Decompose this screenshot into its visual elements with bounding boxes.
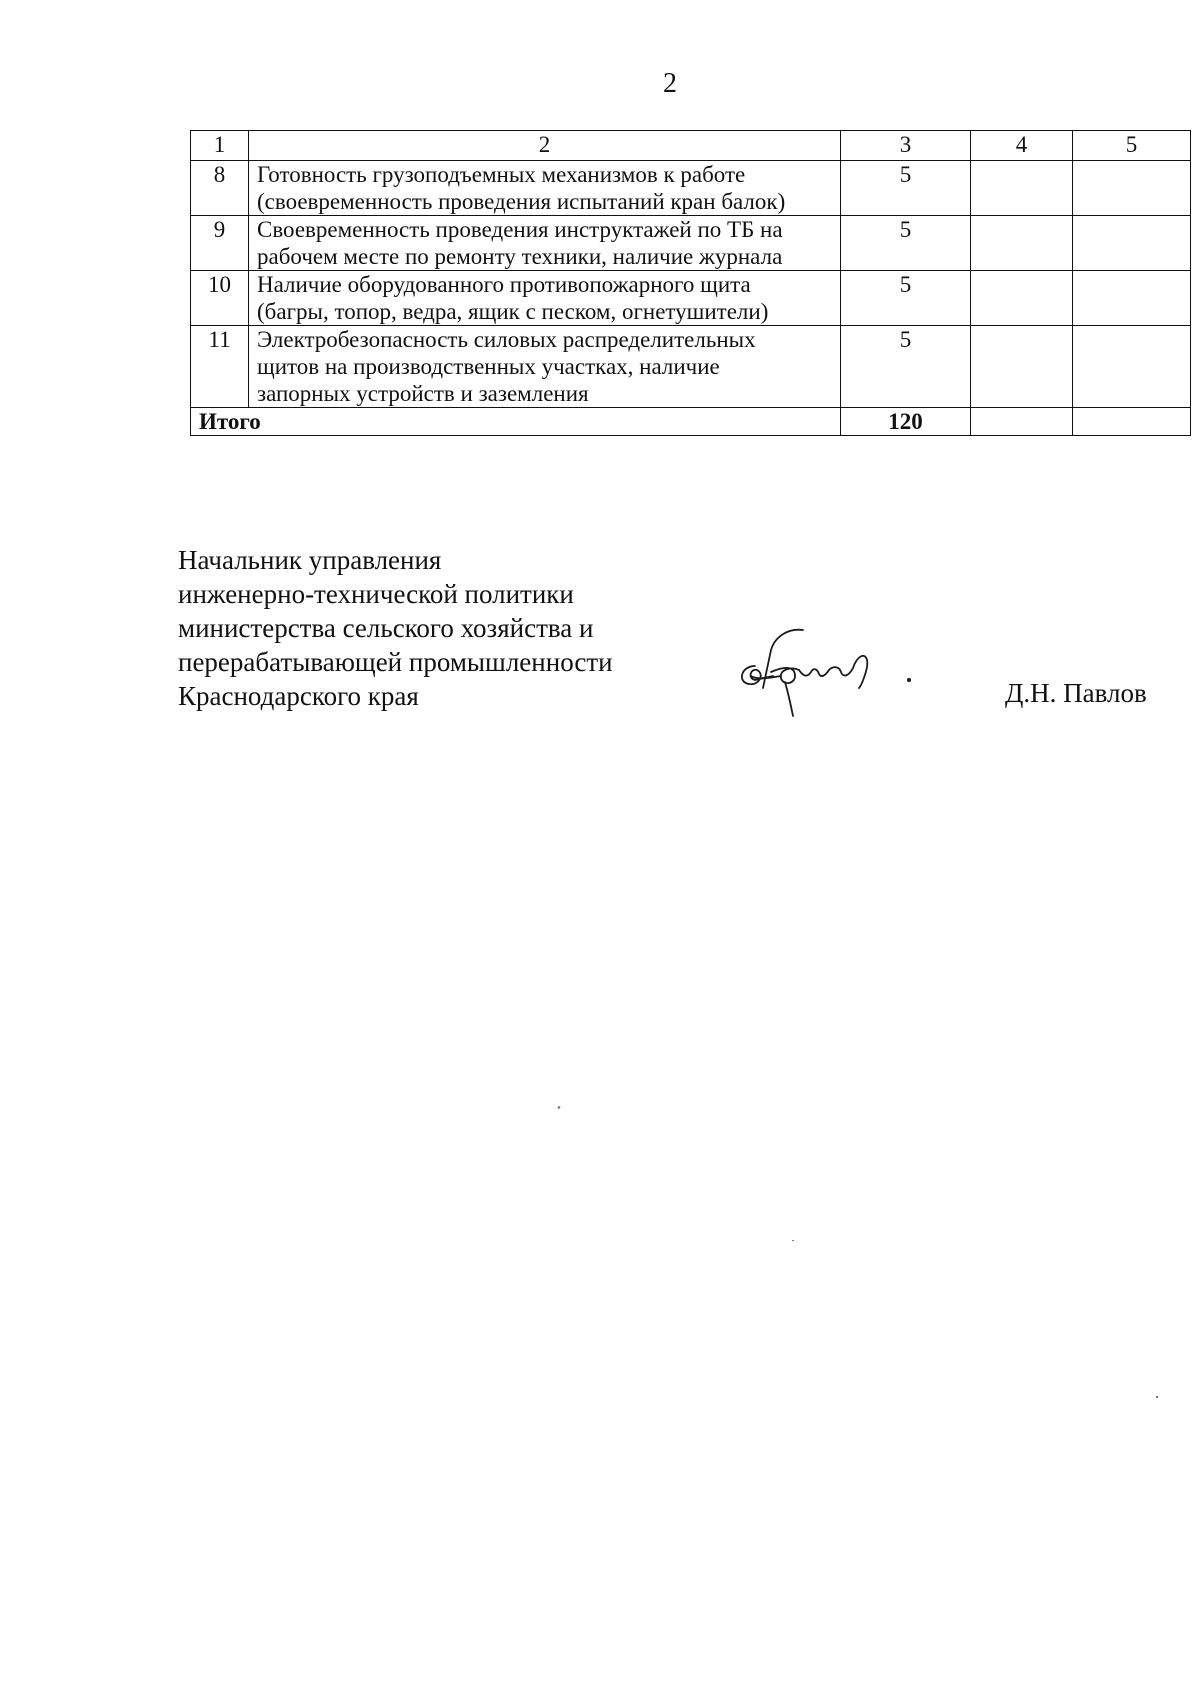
row-cell-5 [1073, 271, 1191, 326]
signatory-title-line: Начальник управления [178, 545, 442, 575]
description-line: Готовность грузоподъемных механизмов к работе [257, 162, 746, 187]
description-line: (багры, топор, ведра, ящик с песком, огнетушители) [257, 299, 769, 324]
signatory-title-line: министерства сельского хозяйства и [178, 613, 594, 643]
page-number: 2 [663, 68, 677, 99]
column-number-1: 1 [191, 131, 249, 161]
description-line: Наличие оборудованного противопожарного щита [257, 272, 751, 297]
row-number: 10 [191, 271, 249, 326]
total-cell-5 [1073, 408, 1191, 436]
total-score: 120 [841, 408, 971, 436]
column-number-2: 2 [249, 131, 841, 161]
row-cell-5 [1073, 161, 1191, 216]
row-cell-4 [971, 326, 1073, 408]
row-cell-5 [1073, 216, 1191, 271]
criteria-table [190, 130, 1191, 436]
description-line: Своевременность проведения инструктажей по ТБ на [257, 217, 783, 242]
row-description [249, 271, 841, 326]
row-score: 5 [841, 326, 971, 408]
scan-speck [557, 1106, 560, 1110]
row-cell-4 [971, 216, 1073, 271]
row-score: 5 [841, 161, 971, 216]
row-number: 8 [191, 161, 249, 216]
signatory-name: Д.Н. Павлов [1005, 678, 1147, 708]
row-cell-4 [971, 161, 1073, 216]
row-score: 5 [841, 216, 971, 271]
description-line: запорных устройств и заземления [257, 381, 589, 406]
total-row [191, 408, 1191, 436]
description-line: щитов на производственных участках, наличие [257, 354, 720, 379]
row-description [249, 161, 841, 216]
total-cell-4 [971, 408, 1073, 436]
table-row [191, 271, 1191, 326]
signatory-title [178, 543, 613, 713]
row-number: 11 [191, 326, 249, 408]
row-cell-5 [1073, 326, 1191, 408]
signatory-title-line: инженерно-технической политики [178, 579, 574, 609]
description-line: (своевременность проведения испытаний кран балок) [257, 189, 786, 214]
signatory-title-line: Краснодарского края [178, 681, 419, 711]
total-label: Итого [191, 408, 841, 436]
table-row [191, 216, 1191, 271]
row-description [249, 216, 841, 271]
column-number-3: 3 [841, 131, 971, 161]
scan-speck [792, 1240, 794, 1241]
table-row [191, 161, 1191, 216]
row-cell-4 [971, 271, 1073, 326]
description-line: рабочем месте по ремонту техники, наличие журнала [257, 244, 783, 269]
description-line: Электробезопасность силовых распределительных [257, 327, 756, 352]
column-number-4: 4 [971, 131, 1073, 161]
column-number-5: 5 [1073, 131, 1191, 161]
signatory-title-line: перерабатывающей промышленности [178, 647, 613, 677]
handwritten-signature [733, 626, 923, 718]
row-number: 9 [191, 216, 249, 271]
table-header-row [191, 131, 1191, 161]
row-score: 5 [841, 271, 971, 326]
table-row [191, 326, 1191, 408]
scan-speck [1156, 1396, 1158, 1398]
row-description [249, 326, 841, 408]
